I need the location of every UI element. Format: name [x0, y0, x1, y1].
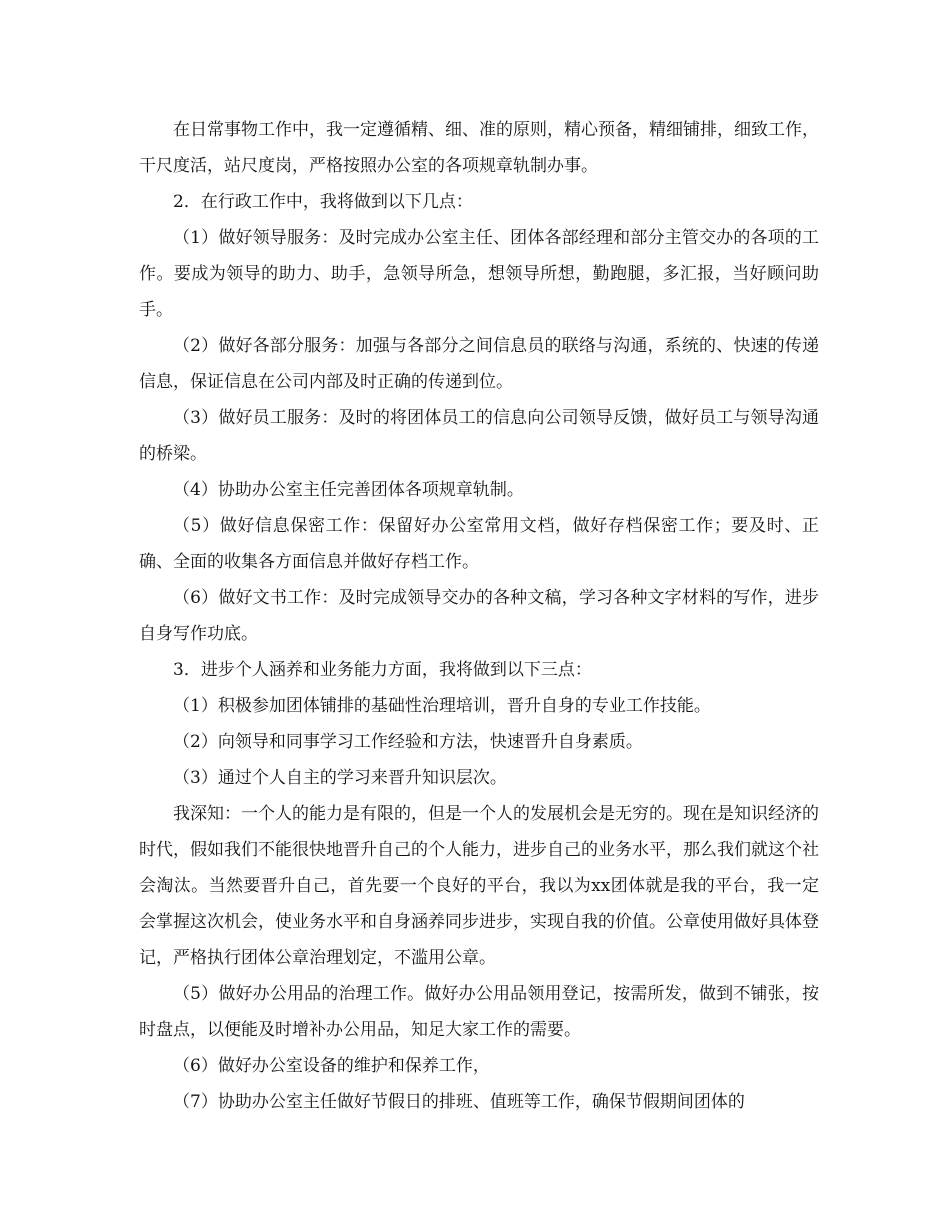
paragraph: （7）协助办公室主任做好节假日的排班、值班等工作，确保节假期间团体的 — [173, 1092, 745, 1112]
paragraph: （2）做好各部分服务：加强与各部分之间信息员的联络与沟通，系统的、快速的传递信息，保证信息在公司内部及时正确的传递到位。 — [139, 336, 819, 392]
paragraph: （3）做好员工服务：及时的将团体员工的信息向公司领导反馈，做好员工与领导沟通的桥梁。 — [139, 408, 819, 464]
paragraph: 2．在行政工作中，我将做到以下几点： — [173, 192, 473, 212]
paragraph: （3）通过个人自主的学习来晋升知识层次。 — [173, 768, 507, 788]
paragraph: 在日常事物工作中，我一定遵循精、细、准的原则，精心预备，精细铺排，细致工作，干尺度活，站尺度岗，严格按照办公室的各项规章轨制办事。 — [139, 120, 819, 176]
paragraph: （6）做好办公室设备的维护和保养工作， — [173, 1056, 490, 1076]
paragraph: 我深知：一个人的能力是有限的，但是一个人的发展机会是无穷的。现在是知识经济的时代，假如我们不能很快地晋升自己的个人能力，进步自己的业务水平，那么我们就这个社会淘汰。当然要晋升自己，首先要一个良好的平台，我以为xx团体就是我的平台，我一定会掌握这次机会，使业务水平和自身涵养同步进步，实现自我的价值。公章使用做好具体登记，严格执行团体公章治理划定，不滥用公章。 — [139, 804, 819, 968]
paragraph: （2）向领导和同事学习工作经验和方法，快速晋升自身素质。 — [173, 732, 643, 752]
paragraph: 3．进步个人涵养和业务能力方面，我将做到以下三点： — [173, 660, 592, 680]
paragraph: （5）做好办公用品的治理工作。做好办公用品领用登记，按需所发，做到不铺张，按时盘点，以便能及时增补办公用品，知足大家工作的需要。 — [139, 984, 819, 1040]
document-body — [139, 112, 819, 1120]
paragraph: （1）积极参加团体铺排的基础性治理培训，晋升自身的专业工作技能。 — [173, 696, 711, 716]
paragraph: （6）做好文书工作：及时完成领导交办的各种文稿，学习各种文字材料的写作，进步自身写作功底。 — [139, 588, 819, 644]
paragraph: （1）做好领导服务：及时完成办公室主任、团体各部经理和部分主管交办的各项的工作。要成为领导的助力、助手，急领导所急，想领导所想，勤跑腿，多汇报，当好顾问助手。 — [139, 228, 819, 320]
paragraph: （4）协助办公室主任完善团体各项规章轨制。 — [173, 480, 524, 500]
paragraph: （5）做好信息保密工作：保留好办公室常用文档，做好存档保密工作；要及时、正确、全面的收集各方面信息并做好存档工作。 — [139, 516, 819, 572]
